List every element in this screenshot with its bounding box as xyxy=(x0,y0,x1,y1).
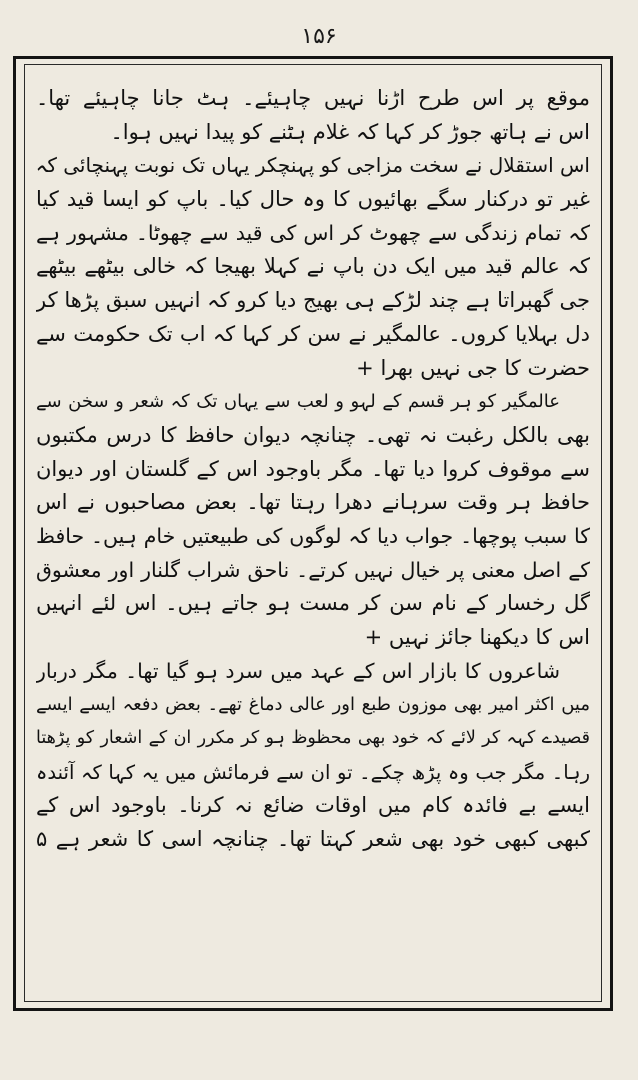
page-number: ۱۵۶ xyxy=(301,24,337,49)
text-line: دل بہلایا کروں۔ عالمگیر نے سن کر کہا کہ اب تک حکومت سے xyxy=(36,321,590,346)
text-line: اس نے ہاتھ جوڑ کر کہا کہ غلام ہٹنے کو پیدا نہیں ہوا۔ xyxy=(110,119,590,144)
text-line: جی گھبراتا ہے چند لڑکے ہی بھیج دیا کرو کہ انہیں سبق پڑھا کر xyxy=(36,288,590,313)
text-line: کا سبب پوچھا۔ جواب دیا کہ لوگوں کی طبیعتیں خام ہیں۔ حافظ xyxy=(36,523,590,548)
text-line: حافظ ہر وقت سرہانے دھرا رہتا تھا۔ بعض مصاحبوں نے اس xyxy=(36,490,590,515)
text-line: قصیدے کہہ کر لائے کہ خود بھی محظوظ ہو کر مکرر ان کے اشعار کو پڑھتا xyxy=(36,728,590,749)
text-line: میں اکثر امیر بھی موزون طبع اور عالی دماغ تھے۔ بعض دفعہ ایسے ایسے xyxy=(36,694,590,716)
text-line: شاعروں کا بازار اس کے عہد میں سرد ہو گیا تھا۔ مگر دربار xyxy=(36,658,560,683)
text-line: کے اصل معنی پر خیال نہیں کرتے۔ ناحق شراب گلنار اور معشوق xyxy=(36,557,590,582)
text-line: حضرت کا جی نہیں بھرا + xyxy=(356,355,590,380)
text-line: کبھی کبھی خود بھی شعر کہتا تھا۔ چنانچہ اسی کا شعر ہے ۵ xyxy=(36,827,590,852)
text-line: موقع پر اس طرح اڑنا نہیں چاہیئے۔ ہٹ جانا چاہیئے تھا۔ xyxy=(36,86,590,110)
text-line: کہ عالم قید میں ایک دن باپ نے کہلا بھیجا کہ خالی بیٹھے بیٹھے xyxy=(36,254,590,279)
text-line: بھی بالکل رغبت نہ تھی۔ چنانچہ دیوان حافظ کا درس مکتبوں xyxy=(36,422,590,447)
body-text xyxy=(36,82,590,992)
text-line: اس استقلال نے سخت مزاجی کو پہنچکر یہاں تک نوبت پہنچائی کہ xyxy=(36,153,590,178)
text-line: رہا۔ مگر جب وہ پڑھ چکے۔ تو ان سے فرمائش میں یہ کہا کہ آئندہ xyxy=(36,760,590,784)
text-line: سے موقوف کروا دیا تھا۔ مگر باوجود اس کے گلستان اور دیوان xyxy=(36,456,590,481)
text-line: گل رخسار کے نام سن کر مست ہو جاتے ہیں۔ اس لئے انہیں xyxy=(36,591,590,616)
text-line: غیر تو درکنار سگے بھائیوں کا وہ حال کیا۔ باپ کو ایسا قید کیا xyxy=(36,187,590,212)
text-line: اس کا دیکھنا جائز نہیں + xyxy=(364,625,590,649)
text-line: ایسے بے فائدہ کام میں اوقات ضائع نہ کرنا۔ باوجود اس کے xyxy=(36,793,590,818)
text-line: عالمگیر کو ہر قسم کے لہو و لعب سے یہاں تک کہ شعر و سخن سے xyxy=(36,391,560,413)
text-line: کہ تمام زندگی سے چھوٹ کر اس کی قید سے چھوٹا۔ مشہور ہے xyxy=(36,220,590,245)
